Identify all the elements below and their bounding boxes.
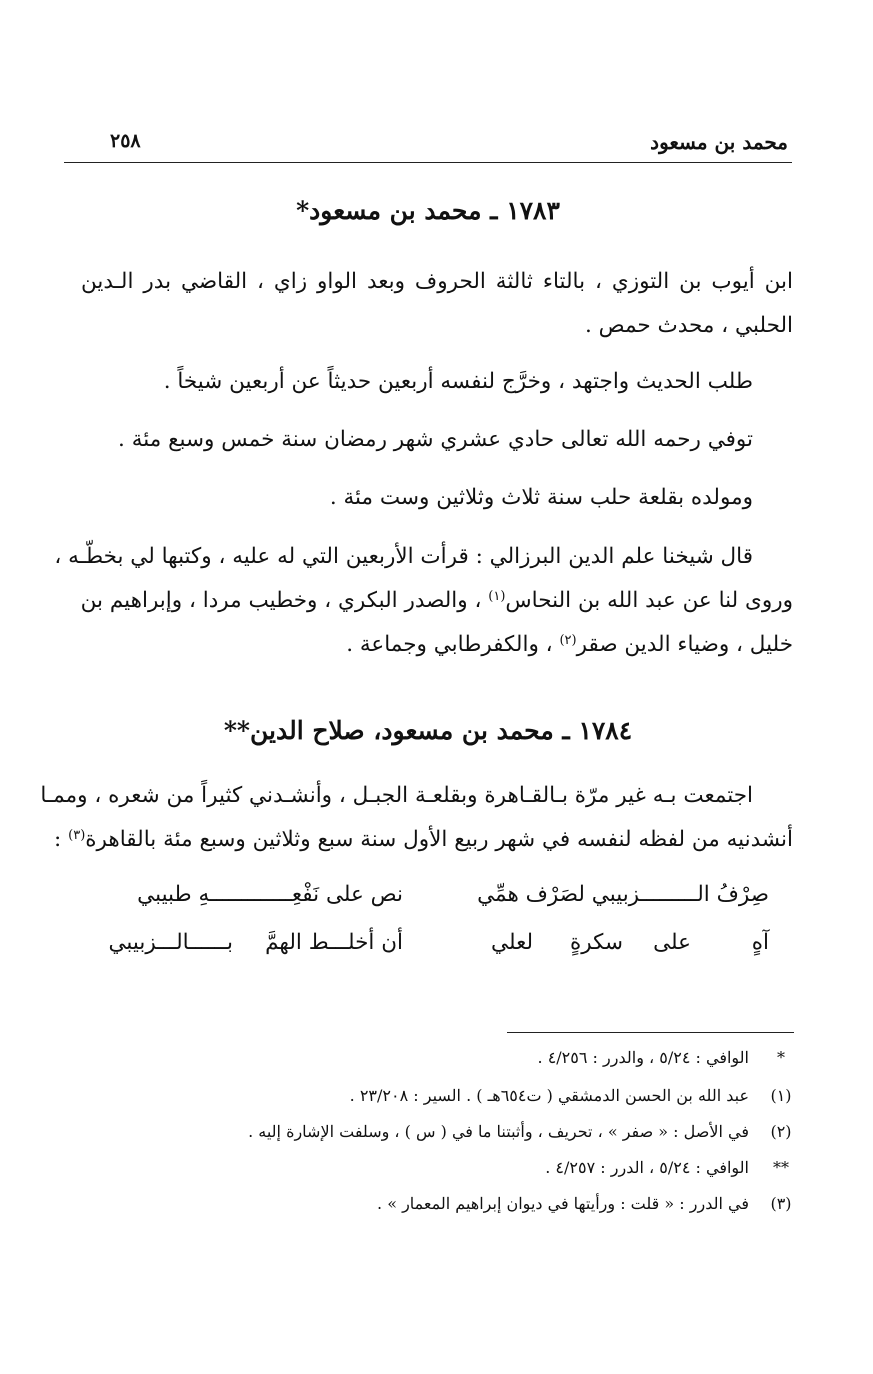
paragraph xyxy=(81,418,753,462)
paragraph xyxy=(81,476,753,520)
text-line: الحلبي ، محدث حمص . xyxy=(584,313,793,338)
footnote-text: في الأصل : « صفر » ، تحريف ، وأثبتنا ما في ( س ) ، وسلفت الإشارة إليه . xyxy=(248,1122,749,1141)
footnote-mark: * xyxy=(777,1048,785,1067)
footnote-ref[interactable]: (٢) xyxy=(559,633,577,648)
text-line xyxy=(81,623,793,667)
paragraph xyxy=(40,774,793,862)
verse-word: سكرةٍ xyxy=(569,930,623,955)
verse-word: على xyxy=(653,930,691,955)
footnote xyxy=(93,1048,793,1078)
footnote-ref[interactable]: (٣) xyxy=(68,828,86,843)
paragraph xyxy=(54,535,793,667)
verse-hemistich-1: صِرْفُ الـــــــــزبيبي لصَرْف همِّي xyxy=(477,882,769,907)
footnote-text: عبد الله بن الحسن الدمشقي ( ت٦٥٤هـ ) . السير : ٢٣/٢٠٨ . xyxy=(349,1086,749,1105)
footnote-text: الوافي : ٥/٢٤ ، والدرر : ٤/٢٥٦ . xyxy=(537,1048,749,1067)
footnote-mark: ** xyxy=(773,1158,789,1177)
text-run: اجتمعت بـه غير مرّة بـالقـاهرة وبقلعـة الجبـل ، وأنشـدني كثيراً من شعره ، وممـا xyxy=(40,783,753,808)
verse-hemistich-2: نص على نَفْعِـــــــــــــهِ طبيبي xyxy=(137,882,403,907)
text-run: خليل ، وضياء الدين صقر xyxy=(576,632,793,657)
page-number: ٢٥٨ xyxy=(110,130,141,152)
text-run: ، والصدر البكري ، وخطيب مردا ، وإبراهيم بن xyxy=(80,588,489,613)
text-line xyxy=(54,818,793,862)
text-line xyxy=(40,774,793,818)
text-line xyxy=(81,579,793,623)
verse-hemistich-2b: بــــــالـــزبيبي xyxy=(108,930,233,955)
footnote-mark: (١) xyxy=(770,1086,792,1105)
verse-word: لعلي xyxy=(491,930,533,955)
entry-title: ١٧٨٣ ـ محمد بن مسعود* xyxy=(296,196,560,225)
text-line: طلب الحديث واجتهد ، وخرَّج لنفسه أربعين حديثاً عن أربعين شيخاً . xyxy=(163,369,753,394)
paragraph xyxy=(81,360,753,404)
verse-word: آهٍ xyxy=(751,930,769,955)
text-line: ومولده بقلعة حلب سنة ثلاث وثلاثين وست مئة . xyxy=(329,485,753,510)
footnote xyxy=(93,1158,793,1188)
text-run: قال شيخنا علم الدين البرزالي : قرأت الأربعين التي له عليه ، وكتبها لي بخطّـه ، xyxy=(54,544,753,569)
footnote xyxy=(93,1194,793,1224)
footnote-mark: (٢) xyxy=(770,1122,792,1141)
footnote xyxy=(93,1122,793,1152)
footnote-ref[interactable]: (١) xyxy=(488,589,506,604)
verse-hemistich-2a: أن أخلـــط الهمَّ xyxy=(265,930,403,955)
running-title: محمد بن مسعود xyxy=(650,130,788,154)
entry-title: ١٧٨٤ ـ محمد بن مسعود، صلاح الدين** xyxy=(223,716,633,745)
verse-line xyxy=(105,882,793,926)
footnote-mark: (٣) xyxy=(770,1194,792,1213)
text-run: : xyxy=(54,827,69,852)
paragraph xyxy=(81,260,793,348)
text-line: توفي رحمه الله تعالى حادي عشري شهر رمضان سنة خمس وسبع مئة . xyxy=(118,427,753,452)
text-run: وروى لنا عن عبد الله بن النحاس xyxy=(505,588,793,613)
text-run: ، والكفرطابي وجماعة . xyxy=(346,632,560,657)
footnote-text: في الدرر : « قلت : ورأيتها في ديوان إبراهيم المعمار » . xyxy=(377,1194,749,1213)
footnote-rule xyxy=(507,1032,794,1033)
verse-line xyxy=(105,930,793,974)
footnote-text: الوافي : ٥/٢٤ ، الدرر : ٤/٢٥٧ . xyxy=(545,1158,749,1177)
text-line: ابن أيوب بن التوزي ، بالتاء ثالثة الحروف وبعد الواو زاي ، القاضي بدر الـدين xyxy=(81,269,793,294)
footnote xyxy=(93,1086,793,1116)
running-head xyxy=(64,128,792,163)
text-run: أنشدنيه من لفظه لنفسه في شهر ربيع الأول سنة سبع وثلاثين وسبع مئة بالقاهرة xyxy=(85,827,793,852)
text-line xyxy=(54,535,793,579)
